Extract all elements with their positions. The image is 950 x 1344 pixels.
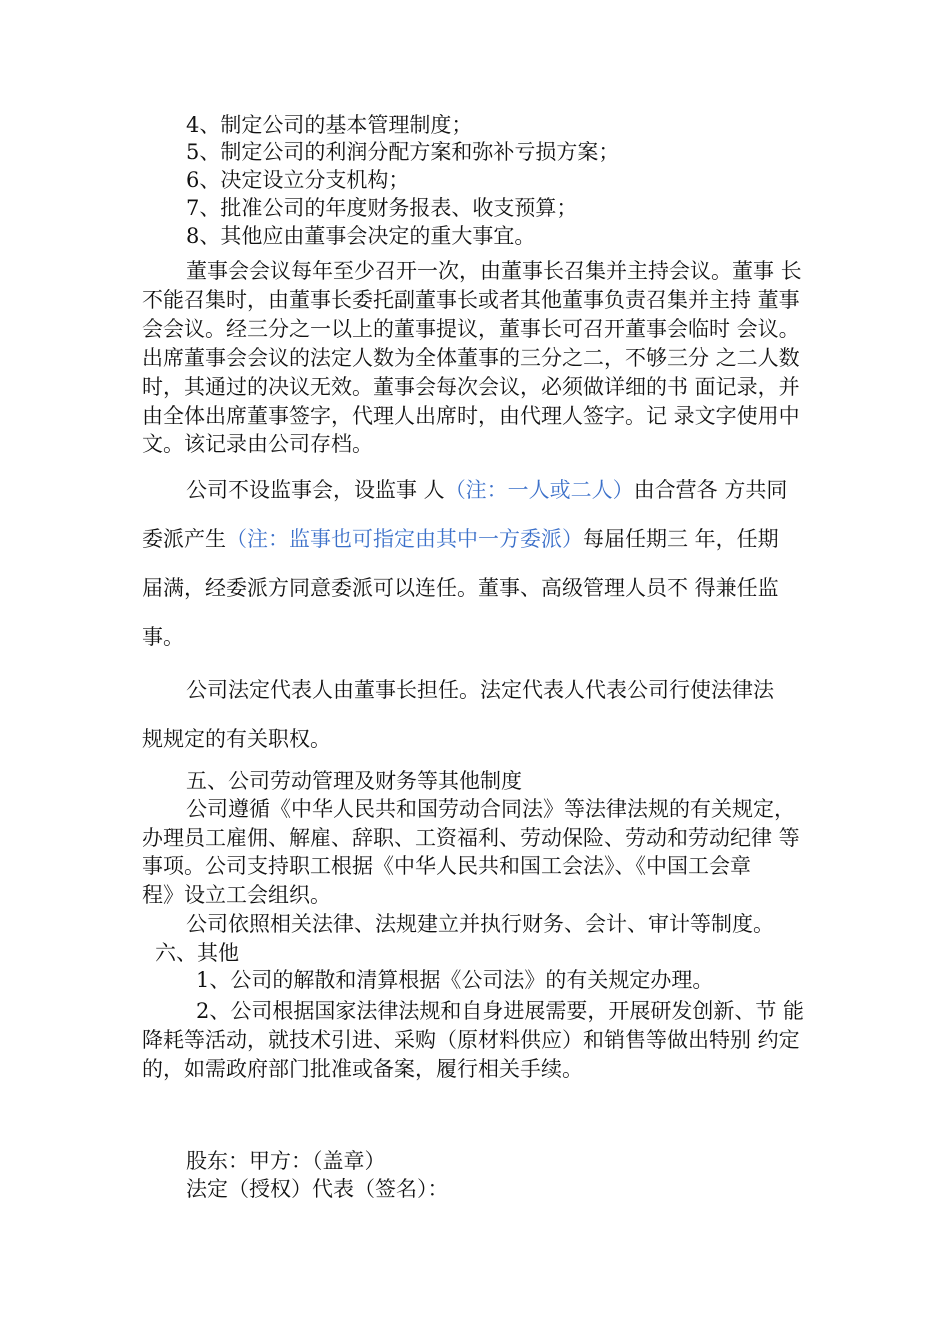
supervisor-note: （注：一人或二人） — [444, 478, 634, 502]
supervisor-text: 委派产生 — [142, 527, 226, 551]
duty-item-7: 7、批准公司的年度财务报表、收支预算； — [186, 196, 578, 220]
duty-item-8: 8、其他应由董事会决定的重大事宜。 — [186, 224, 536, 248]
duty-item-4: 4、制定公司的基本管理制度； — [186, 113, 473, 137]
section-5-line: 程》设立工会组织。 — [142, 883, 331, 907]
legal-rep-line-1: 公司法定代表人由董事长担任。法定代表人代表公司行使法律法 — [186, 678, 774, 702]
board-meeting-line: 文。该记录由公司存档。 — [142, 432, 373, 456]
legal-rep-line-2: 规规定的有关职权。 — [142, 727, 331, 751]
section-6-line: 1、公司的解散和清算根据《公司法》的有关规定办理。 — [196, 968, 714, 992]
section-5-line: 公司遵循《中华人民共和国劳动合同法》等法律法规的有关规定， — [186, 797, 795, 821]
supervisor-text: 由合营各 方共同 — [633, 478, 788, 502]
duty-item-5: 5、制定公司的利润分配方案和弥补亏损方案； — [186, 140, 620, 164]
section-6-line: 降耗等活动，就技术引进、采购（原材料供应）和销售等做出特别 约定 — [142, 1028, 800, 1052]
section-6-line: 的，如需政府部门批准或备案，履行相关手续。 — [142, 1057, 583, 1081]
board-meeting-line: 由全体出席董事签字，代理人出席时，由代理人签字。记 录文字使用中 — [142, 404, 800, 428]
board-meeting-line: 不能召集时，由董事长委托副董事长或者其他董事负责召集并主持 董事 — [142, 288, 800, 312]
supervisor-line-1 — [186, 477, 787, 503]
board-meeting-line: 会会议。经三分之一以上的董事提议，董事长可召开董事会临时 会议。 — [142, 317, 800, 341]
supervisor-line-3: 届满，经委派方同意委派可以连任。董事、高级管理人员不 得兼任监 — [142, 576, 779, 600]
supervisor-line-4: 事。 — [142, 625, 184, 649]
duty-item-6: 6、决定设立分支机构； — [186, 168, 410, 192]
supervisor-text: 每届任期三 年，任期 — [583, 527, 779, 551]
board-meeting-line: 董事会会议每年至少召开一次，由董事长召集并主持会议。董事 长 — [186, 259, 802, 283]
board-meeting-line: 出席董事会会议的法定人数为全体董事的三分之二，不够三分 之二人数 — [142, 346, 800, 370]
supervisor-line-2 — [142, 526, 779, 552]
board-meeting-line: 时，其通过的决议无效。董事会每次会议，必须做详细的书 面记录，并 — [142, 375, 800, 399]
supervisor-text: 公司不设监事会，设监事 人 — [186, 478, 445, 502]
section-6-line: 2、公司根据国家法律法规和自身进展需要，开展研发创新、节 能 — [196, 999, 805, 1023]
section-5-line: 公司依照相关法律、法规建立并执行财务、会计、审计等制度。 — [186, 912, 774, 936]
section-5-line: 办理员工雇佣、解雇、辞职、工资福利、劳动保险、劳动和劳动纪律 等 — [142, 826, 800, 850]
section-5-line: 事项。公司支持职工根据《中华人民共和国工会法》、《中国工会章 — [142, 854, 751, 878]
representative-signature-line: 法定（授权）代表（签名）： — [186, 1177, 449, 1201]
section-6-title: 六、其他 — [155, 941, 239, 965]
supervisor-note: （注：监事也可指定由其中一方委派） — [226, 527, 583, 551]
section-5-title: 五、公司劳动管理及财务等其他制度 — [186, 769, 522, 793]
shareholder-seal-line: 股东：甲方：（盖章） — [186, 1149, 386, 1173]
